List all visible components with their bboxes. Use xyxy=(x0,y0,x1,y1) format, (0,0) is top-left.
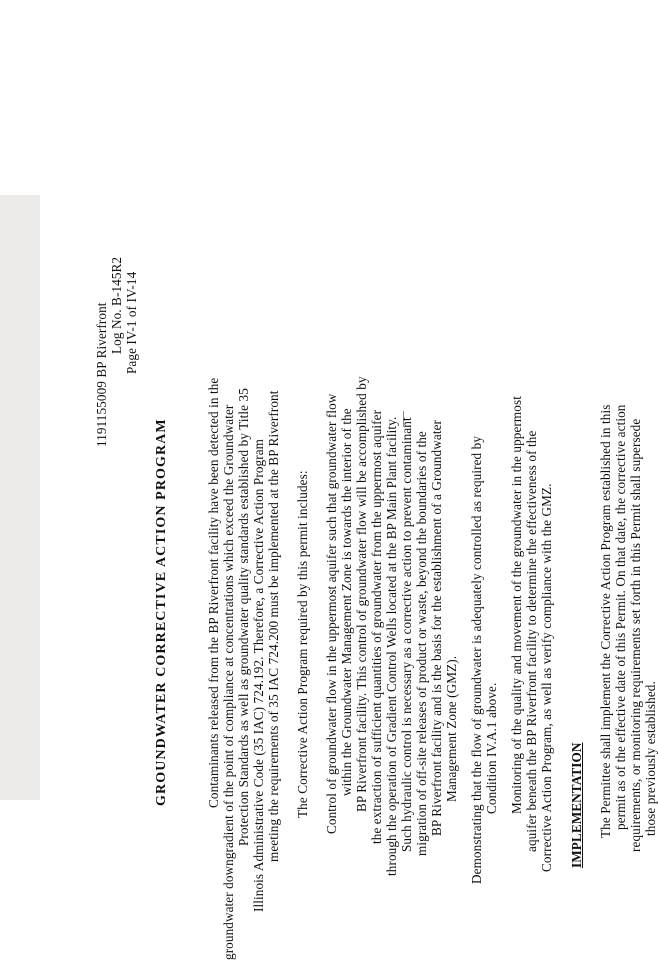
body-line: aquifer beneath the BP Riverfront facility to determine the effectiveness of the xyxy=(524,430,539,852)
body-line: groundwater downgradient of the point of compliance at concentrations which exceed the Groundwater xyxy=(221,404,236,960)
body-line: Condition IV.A.1 above. xyxy=(484,682,499,814)
section-heading: IMPLEMENTATION xyxy=(569,742,584,868)
document-page xyxy=(0,160,658,960)
body-line: through the operation of Gradient Control Wells located at the BP Main Plant facility. xyxy=(384,416,399,876)
header-log-number: Log No. B-145R2 xyxy=(109,256,124,354)
document-title: GROUNDWATER CORRECTIVE ACTION PROGRAM xyxy=(154,418,169,806)
body-line: Such hydraulic control is necessary as a corrective action to prevent contaminant xyxy=(399,417,414,852)
body-line: Control of groundwater flow in the uppermost aquifer such that groundwater flow xyxy=(324,393,339,834)
body-line: BP Riverfront facility and is the basis for the establishment of a Groundwater xyxy=(429,419,444,836)
body-line: The Permittee shall implement the Corrective Action Program established in this xyxy=(598,404,613,838)
body-line: within the Groundwater Management Zone is towards the interior of the xyxy=(339,408,354,796)
header-page-number: Page IV-1 of IV-14 xyxy=(124,271,139,374)
body-line: permit as of the effective date of this Permit. On that date, the corrective action xyxy=(613,404,628,830)
body-line: Illinois Administrative Code (35 IAC) 724.192. Therefore, a Corrective Action Program xyxy=(251,438,266,912)
body-line: meeting the requirements of 35 IAC 724.200 must be implemented at the BP Riverfront xyxy=(266,390,281,862)
body-line: Corrective Action Program, as well as verify compliance with the GMZ. xyxy=(539,483,554,872)
body-line: those previously established. xyxy=(643,681,658,836)
body-line: the extraction of sufficient quantities of groundwater from the uppermost aquifer xyxy=(369,409,384,844)
body-line: Management Zone (GMZ). xyxy=(444,655,459,802)
body-line: Demonstrating that the flow of groundwater is adequately controlled as required by xyxy=(469,435,484,884)
body-line: Contaminants released from the BP Riverfront facility have been detected in the xyxy=(206,377,221,808)
body-line: Protection Standards as well as groundwater quality standards established by Title 35 xyxy=(236,388,251,846)
body-line: migration of off-site releases of product or waste, beyond the boundaries of the xyxy=(414,431,429,856)
body-line: requirements, or monitoring requirements set forth in this Permit shall supersede xyxy=(628,418,643,852)
header-permit-line: 1191155009 BP Riverfront xyxy=(94,302,109,447)
body-line: The Corrective Action Program required by this permit includes: xyxy=(295,470,310,818)
body-line: Monitoring of the quality and movement of the groundwater in the uppermost xyxy=(509,396,524,814)
body-line: BP Riverfront facility. This control of groundwater flow will be accomplished by xyxy=(354,376,369,812)
